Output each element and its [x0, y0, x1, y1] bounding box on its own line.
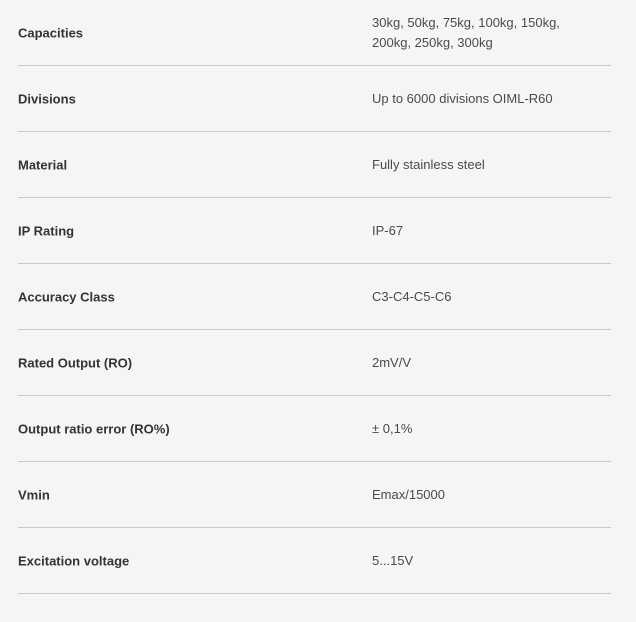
spec-row-output-ratio-error: [18, 396, 611, 462]
spec-label: Output ratio error (RO%): [18, 421, 170, 436]
spec-label: Capacities: [18, 25, 84, 40]
specifications-table: [18, 0, 611, 594]
spec-label: Divisions: [18, 91, 76, 106]
spec-value: Emax/15000: [372, 486, 445, 502]
spec-value: C3-C4-C5-C6: [372, 288, 452, 304]
spec-label: IP Rating: [18, 223, 75, 238]
spec-row-ip-rating: [18, 198, 611, 264]
spec-label: Material: [18, 157, 68, 172]
spec-value: 2mV/V: [372, 354, 412, 370]
spec-value: ± 0,1%: [372, 420, 413, 436]
spec-row-divisions: [18, 66, 611, 132]
spec-row-excitation-voltage: [18, 528, 611, 594]
spec-label: Rated Output (RO): [18, 355, 133, 370]
spec-row-vmin: [18, 462, 611, 528]
spec-row-rated-output: [18, 330, 611, 396]
spec-value: Up to 6000 divisions OIML-R60: [372, 90, 553, 106]
spec-label: Excitation voltage: [18, 553, 130, 568]
spec-row-material: [18, 132, 611, 198]
spec-value: Fully stainless steel: [372, 156, 485, 172]
spec-label: Vmin: [18, 487, 50, 502]
spec-value: IP-67: [372, 222, 404, 238]
spec-row-accuracy-class: [18, 264, 611, 330]
spec-value: 5...15V: [372, 552, 414, 568]
spec-value: 30kg, 50kg, 75kg, 100kg, 150kg, 200kg, 250kg, 300kg: [372, 14, 560, 50]
spec-row-capacities: [18, 0, 611, 66]
spec-label: Accuracy Class: [18, 289, 115, 304]
